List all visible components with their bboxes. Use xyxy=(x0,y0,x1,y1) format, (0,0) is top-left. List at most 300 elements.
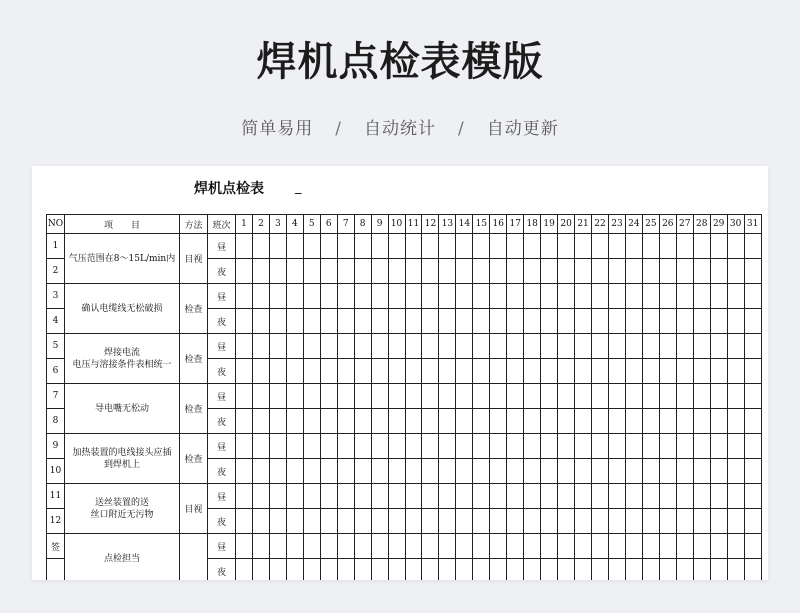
check-cell[interactable] xyxy=(558,334,575,359)
check-cell[interactable] xyxy=(541,309,558,334)
check-cell[interactable] xyxy=(592,484,609,509)
check-cell[interactable] xyxy=(575,434,592,459)
check-cell[interactable] xyxy=(405,509,422,534)
check-cell[interactable] xyxy=(524,484,541,509)
check-cell[interactable] xyxy=(676,334,693,359)
check-cell[interactable] xyxy=(388,284,405,309)
check-cell[interactable] xyxy=(439,484,456,509)
check-cell[interactable] xyxy=(303,384,320,409)
check-cell[interactable] xyxy=(541,559,558,581)
check-cell[interactable] xyxy=(608,409,625,434)
check-cell[interactable] xyxy=(439,384,456,409)
check-cell[interactable] xyxy=(252,259,269,284)
check-cell[interactable] xyxy=(422,234,439,259)
check-cell[interactable] xyxy=(676,434,693,459)
check-cell[interactable] xyxy=(524,359,541,384)
check-cell[interactable] xyxy=(575,259,592,284)
check-cell[interactable] xyxy=(676,259,693,284)
check-cell[interactable] xyxy=(439,234,456,259)
check-cell[interactable] xyxy=(337,309,354,334)
check-cell[interactable] xyxy=(727,284,744,309)
check-cell[interactable] xyxy=(592,509,609,534)
check-cell[interactable] xyxy=(405,259,422,284)
check-cell[interactable] xyxy=(320,534,337,559)
check-cell[interactable] xyxy=(642,284,659,309)
check-cell[interactable] xyxy=(558,534,575,559)
check-cell[interactable] xyxy=(388,459,405,484)
check-cell[interactable] xyxy=(659,359,676,384)
check-cell[interactable] xyxy=(524,559,541,581)
check-cell[interactable] xyxy=(575,334,592,359)
check-cell[interactable] xyxy=(456,509,473,534)
check-cell[interactable] xyxy=(676,559,693,581)
check-cell[interactable] xyxy=(320,309,337,334)
check-cell[interactable] xyxy=(693,534,710,559)
check-cell[interactable] xyxy=(558,559,575,581)
check-cell[interactable] xyxy=(575,359,592,384)
check-cell[interactable] xyxy=(405,434,422,459)
check-cell[interactable] xyxy=(676,384,693,409)
check-cell[interactable] xyxy=(286,359,303,384)
check-cell[interactable] xyxy=(354,534,371,559)
check-cell[interactable] xyxy=(507,534,524,559)
check-cell[interactable] xyxy=(439,334,456,359)
check-cell[interactable] xyxy=(371,234,388,259)
check-cell[interactable] xyxy=(252,509,269,534)
check-cell[interactable] xyxy=(405,459,422,484)
check-cell[interactable] xyxy=(371,384,388,409)
check-cell[interactable] xyxy=(236,284,253,309)
check-cell[interactable] xyxy=(642,259,659,284)
check-cell[interactable] xyxy=(320,234,337,259)
check-cell[interactable] xyxy=(693,259,710,284)
check-cell[interactable] xyxy=(710,509,727,534)
check-cell[interactable] xyxy=(642,484,659,509)
check-cell[interactable] xyxy=(490,259,507,284)
check-cell[interactable] xyxy=(303,334,320,359)
check-cell[interactable] xyxy=(439,534,456,559)
check-cell[interactable] xyxy=(286,434,303,459)
check-cell[interactable] xyxy=(558,284,575,309)
check-cell[interactable] xyxy=(269,459,286,484)
check-cell[interactable] xyxy=(320,559,337,581)
check-cell[interactable] xyxy=(405,359,422,384)
check-cell[interactable] xyxy=(592,359,609,384)
check-cell[interactable] xyxy=(422,509,439,534)
check-cell[interactable] xyxy=(252,384,269,409)
check-cell[interactable] xyxy=(727,409,744,434)
check-cell[interactable] xyxy=(439,359,456,384)
check-cell[interactable] xyxy=(422,434,439,459)
check-cell[interactable] xyxy=(558,309,575,334)
check-cell[interactable] xyxy=(303,434,320,459)
check-cell[interactable] xyxy=(642,309,659,334)
check-cell[interactable] xyxy=(575,409,592,434)
check-cell[interactable] xyxy=(252,359,269,384)
check-cell[interactable] xyxy=(592,459,609,484)
check-cell[interactable] xyxy=(490,459,507,484)
check-cell[interactable] xyxy=(371,459,388,484)
check-cell[interactable] xyxy=(371,534,388,559)
check-cell[interactable] xyxy=(490,409,507,434)
check-cell[interactable] xyxy=(354,559,371,581)
check-cell[interactable] xyxy=(473,234,490,259)
check-cell[interactable] xyxy=(269,484,286,509)
check-cell[interactable] xyxy=(303,459,320,484)
check-cell[interactable] xyxy=(659,434,676,459)
check-cell[interactable] xyxy=(473,334,490,359)
check-cell[interactable] xyxy=(473,484,490,509)
check-cell[interactable] xyxy=(456,334,473,359)
check-cell[interactable] xyxy=(252,309,269,334)
check-cell[interactable] xyxy=(490,484,507,509)
check-cell[interactable] xyxy=(625,259,642,284)
check-cell[interactable] xyxy=(507,434,524,459)
check-cell[interactable] xyxy=(693,334,710,359)
check-cell[interactable] xyxy=(558,459,575,484)
check-cell[interactable] xyxy=(490,309,507,334)
check-cell[interactable] xyxy=(473,284,490,309)
check-cell[interactable] xyxy=(456,534,473,559)
check-cell[interactable] xyxy=(727,459,744,484)
check-cell[interactable] xyxy=(473,309,490,334)
check-cell[interactable] xyxy=(388,559,405,581)
check-cell[interactable] xyxy=(693,384,710,409)
check-cell[interactable] xyxy=(388,334,405,359)
check-cell[interactable] xyxy=(625,234,642,259)
check-cell[interactable] xyxy=(252,234,269,259)
check-cell[interactable] xyxy=(558,359,575,384)
check-cell[interactable] xyxy=(388,509,405,534)
check-cell[interactable] xyxy=(371,259,388,284)
check-cell[interactable] xyxy=(269,534,286,559)
check-cell[interactable] xyxy=(676,359,693,384)
check-cell[interactable] xyxy=(524,284,541,309)
check-cell[interactable] xyxy=(524,259,541,284)
check-cell[interactable] xyxy=(727,484,744,509)
check-cell[interactable] xyxy=(490,534,507,559)
check-cell[interactable] xyxy=(371,359,388,384)
check-cell[interactable] xyxy=(744,459,761,484)
check-cell[interactable] xyxy=(269,559,286,581)
check-cell[interactable] xyxy=(337,259,354,284)
check-cell[interactable] xyxy=(575,559,592,581)
check-cell[interactable] xyxy=(710,234,727,259)
check-cell[interactable] xyxy=(744,534,761,559)
check-cell[interactable] xyxy=(303,534,320,559)
check-cell[interactable] xyxy=(422,359,439,384)
check-cell[interactable] xyxy=(558,484,575,509)
check-cell[interactable] xyxy=(744,484,761,509)
check-cell[interactable] xyxy=(388,359,405,384)
check-cell[interactable] xyxy=(541,359,558,384)
check-cell[interactable] xyxy=(473,459,490,484)
check-cell[interactable] xyxy=(337,234,354,259)
check-cell[interactable] xyxy=(642,359,659,384)
check-cell[interactable] xyxy=(625,284,642,309)
check-cell[interactable] xyxy=(286,409,303,434)
check-cell[interactable] xyxy=(524,459,541,484)
check-cell[interactable] xyxy=(320,509,337,534)
check-cell[interactable] xyxy=(490,234,507,259)
check-cell[interactable] xyxy=(727,259,744,284)
check-cell[interactable] xyxy=(507,309,524,334)
check-cell[interactable] xyxy=(252,534,269,559)
check-cell[interactable] xyxy=(236,409,253,434)
check-cell[interactable] xyxy=(422,284,439,309)
check-cell[interactable] xyxy=(371,309,388,334)
check-cell[interactable] xyxy=(388,409,405,434)
check-cell[interactable] xyxy=(354,434,371,459)
check-cell[interactable] xyxy=(507,334,524,359)
check-cell[interactable] xyxy=(252,459,269,484)
check-cell[interactable] xyxy=(592,309,609,334)
check-cell[interactable] xyxy=(286,484,303,509)
check-cell[interactable] xyxy=(558,509,575,534)
check-cell[interactable] xyxy=(236,509,253,534)
check-cell[interactable] xyxy=(269,409,286,434)
check-cell[interactable] xyxy=(592,234,609,259)
check-cell[interactable] xyxy=(659,509,676,534)
check-cell[interactable] xyxy=(236,534,253,559)
check-cell[interactable] xyxy=(625,334,642,359)
check-cell[interactable] xyxy=(575,484,592,509)
check-cell[interactable] xyxy=(727,334,744,359)
check-cell[interactable] xyxy=(286,534,303,559)
check-cell[interactable] xyxy=(507,259,524,284)
check-cell[interactable] xyxy=(642,559,659,581)
check-cell[interactable] xyxy=(286,284,303,309)
check-cell[interactable] xyxy=(541,484,558,509)
check-cell[interactable] xyxy=(456,359,473,384)
check-cell[interactable] xyxy=(693,409,710,434)
check-cell[interactable] xyxy=(676,459,693,484)
check-cell[interactable] xyxy=(608,509,625,534)
check-cell[interactable] xyxy=(659,384,676,409)
check-cell[interactable] xyxy=(490,284,507,309)
check-cell[interactable] xyxy=(473,559,490,581)
check-cell[interactable] xyxy=(269,259,286,284)
check-cell[interactable] xyxy=(608,234,625,259)
check-cell[interactable] xyxy=(490,559,507,581)
check-cell[interactable] xyxy=(558,384,575,409)
check-cell[interactable] xyxy=(676,409,693,434)
check-cell[interactable] xyxy=(642,234,659,259)
check-cell[interactable] xyxy=(371,484,388,509)
check-cell[interactable] xyxy=(727,534,744,559)
check-cell[interactable] xyxy=(337,484,354,509)
check-cell[interactable] xyxy=(541,259,558,284)
check-cell[interactable] xyxy=(710,284,727,309)
check-cell[interactable] xyxy=(269,509,286,534)
check-cell[interactable] xyxy=(625,509,642,534)
check-cell[interactable] xyxy=(439,409,456,434)
check-cell[interactable] xyxy=(541,334,558,359)
check-cell[interactable] xyxy=(608,309,625,334)
check-cell[interactable] xyxy=(490,434,507,459)
check-cell[interactable] xyxy=(727,559,744,581)
check-cell[interactable] xyxy=(236,259,253,284)
check-cell[interactable] xyxy=(541,284,558,309)
check-cell[interactable] xyxy=(659,284,676,309)
check-cell[interactable] xyxy=(269,359,286,384)
check-cell[interactable] xyxy=(286,334,303,359)
check-cell[interactable] xyxy=(693,484,710,509)
check-cell[interactable] xyxy=(592,334,609,359)
check-cell[interactable] xyxy=(575,284,592,309)
check-cell[interactable] xyxy=(625,409,642,434)
check-cell[interactable] xyxy=(710,559,727,581)
check-cell[interactable] xyxy=(642,334,659,359)
check-cell[interactable] xyxy=(693,459,710,484)
check-cell[interactable] xyxy=(608,434,625,459)
check-cell[interactable] xyxy=(710,334,727,359)
check-cell[interactable] xyxy=(269,284,286,309)
check-cell[interactable] xyxy=(710,484,727,509)
check-cell[interactable] xyxy=(337,384,354,409)
check-cell[interactable] xyxy=(252,284,269,309)
check-cell[interactable] xyxy=(744,284,761,309)
check-cell[interactable] xyxy=(303,559,320,581)
check-cell[interactable] xyxy=(558,434,575,459)
check-cell[interactable] xyxy=(439,509,456,534)
check-cell[interactable] xyxy=(625,484,642,509)
check-cell[interactable] xyxy=(456,434,473,459)
check-cell[interactable] xyxy=(642,509,659,534)
check-cell[interactable] xyxy=(575,384,592,409)
check-cell[interactable] xyxy=(388,234,405,259)
check-cell[interactable] xyxy=(422,384,439,409)
check-cell[interactable] xyxy=(524,384,541,409)
check-cell[interactable] xyxy=(625,559,642,581)
check-cell[interactable] xyxy=(592,409,609,434)
check-cell[interactable] xyxy=(303,259,320,284)
check-cell[interactable] xyxy=(592,534,609,559)
check-cell[interactable] xyxy=(744,509,761,534)
check-cell[interactable] xyxy=(507,559,524,581)
check-cell[interactable] xyxy=(354,459,371,484)
check-cell[interactable] xyxy=(473,434,490,459)
check-cell[interactable] xyxy=(558,234,575,259)
check-cell[interactable] xyxy=(659,234,676,259)
check-cell[interactable] xyxy=(642,459,659,484)
check-cell[interactable] xyxy=(371,509,388,534)
check-cell[interactable] xyxy=(252,484,269,509)
check-cell[interactable] xyxy=(693,234,710,259)
check-cell[interactable] xyxy=(439,309,456,334)
check-cell[interactable] xyxy=(507,484,524,509)
check-cell[interactable] xyxy=(659,534,676,559)
check-cell[interactable] xyxy=(524,309,541,334)
check-cell[interactable] xyxy=(507,284,524,309)
check-cell[interactable] xyxy=(303,309,320,334)
check-cell[interactable] xyxy=(744,559,761,581)
check-cell[interactable] xyxy=(236,359,253,384)
check-cell[interactable] xyxy=(744,259,761,284)
check-cell[interactable] xyxy=(710,534,727,559)
check-cell[interactable] xyxy=(337,459,354,484)
check-cell[interactable] xyxy=(337,359,354,384)
check-cell[interactable] xyxy=(592,284,609,309)
check-cell[interactable] xyxy=(439,284,456,309)
check-cell[interactable] xyxy=(303,484,320,509)
check-cell[interactable] xyxy=(303,409,320,434)
check-cell[interactable] xyxy=(693,434,710,459)
check-cell[interactable] xyxy=(354,409,371,434)
check-cell[interactable] xyxy=(320,384,337,409)
check-cell[interactable] xyxy=(236,434,253,459)
check-cell[interactable] xyxy=(659,484,676,509)
check-cell[interactable] xyxy=(625,384,642,409)
check-cell[interactable] xyxy=(642,409,659,434)
check-cell[interactable] xyxy=(592,384,609,409)
check-cell[interactable] xyxy=(388,434,405,459)
check-cell[interactable] xyxy=(744,359,761,384)
check-cell[interactable] xyxy=(405,334,422,359)
check-cell[interactable] xyxy=(354,259,371,284)
check-cell[interactable] xyxy=(642,534,659,559)
check-cell[interactable] xyxy=(388,484,405,509)
check-cell[interactable] xyxy=(558,409,575,434)
check-cell[interactable] xyxy=(727,434,744,459)
check-cell[interactable] xyxy=(252,409,269,434)
check-cell[interactable] xyxy=(439,259,456,284)
check-cell[interactable] xyxy=(354,334,371,359)
check-cell[interactable] xyxy=(269,434,286,459)
check-cell[interactable] xyxy=(608,259,625,284)
check-cell[interactable] xyxy=(252,559,269,581)
check-cell[interactable] xyxy=(286,234,303,259)
check-cell[interactable] xyxy=(439,434,456,459)
check-cell[interactable] xyxy=(388,534,405,559)
check-cell[interactable] xyxy=(710,434,727,459)
check-cell[interactable] xyxy=(286,384,303,409)
check-cell[interactable] xyxy=(456,309,473,334)
check-cell[interactable] xyxy=(541,534,558,559)
check-cell[interactable] xyxy=(727,509,744,534)
check-cell[interactable] xyxy=(744,234,761,259)
check-cell[interactable] xyxy=(473,384,490,409)
check-cell[interactable] xyxy=(625,309,642,334)
check-cell[interactable] xyxy=(507,359,524,384)
check-cell[interactable] xyxy=(405,384,422,409)
check-cell[interactable] xyxy=(659,559,676,581)
check-cell[interactable] xyxy=(524,509,541,534)
check-cell[interactable] xyxy=(269,384,286,409)
check-cell[interactable] xyxy=(269,334,286,359)
check-cell[interactable] xyxy=(236,234,253,259)
check-cell[interactable] xyxy=(236,384,253,409)
check-cell[interactable] xyxy=(405,484,422,509)
check-cell[interactable] xyxy=(473,534,490,559)
check-cell[interactable] xyxy=(710,259,727,284)
check-cell[interactable] xyxy=(252,334,269,359)
check-cell[interactable] xyxy=(676,484,693,509)
check-cell[interactable] xyxy=(236,459,253,484)
check-cell[interactable] xyxy=(524,434,541,459)
check-cell[interactable] xyxy=(371,434,388,459)
check-cell[interactable] xyxy=(710,309,727,334)
check-cell[interactable] xyxy=(320,409,337,434)
check-cell[interactable] xyxy=(592,259,609,284)
check-cell[interactable] xyxy=(524,234,541,259)
check-cell[interactable] xyxy=(303,509,320,534)
check-cell[interactable] xyxy=(710,384,727,409)
check-cell[interactable] xyxy=(354,309,371,334)
check-cell[interactable] xyxy=(608,534,625,559)
check-cell[interactable] xyxy=(710,409,727,434)
check-cell[interactable] xyxy=(693,509,710,534)
